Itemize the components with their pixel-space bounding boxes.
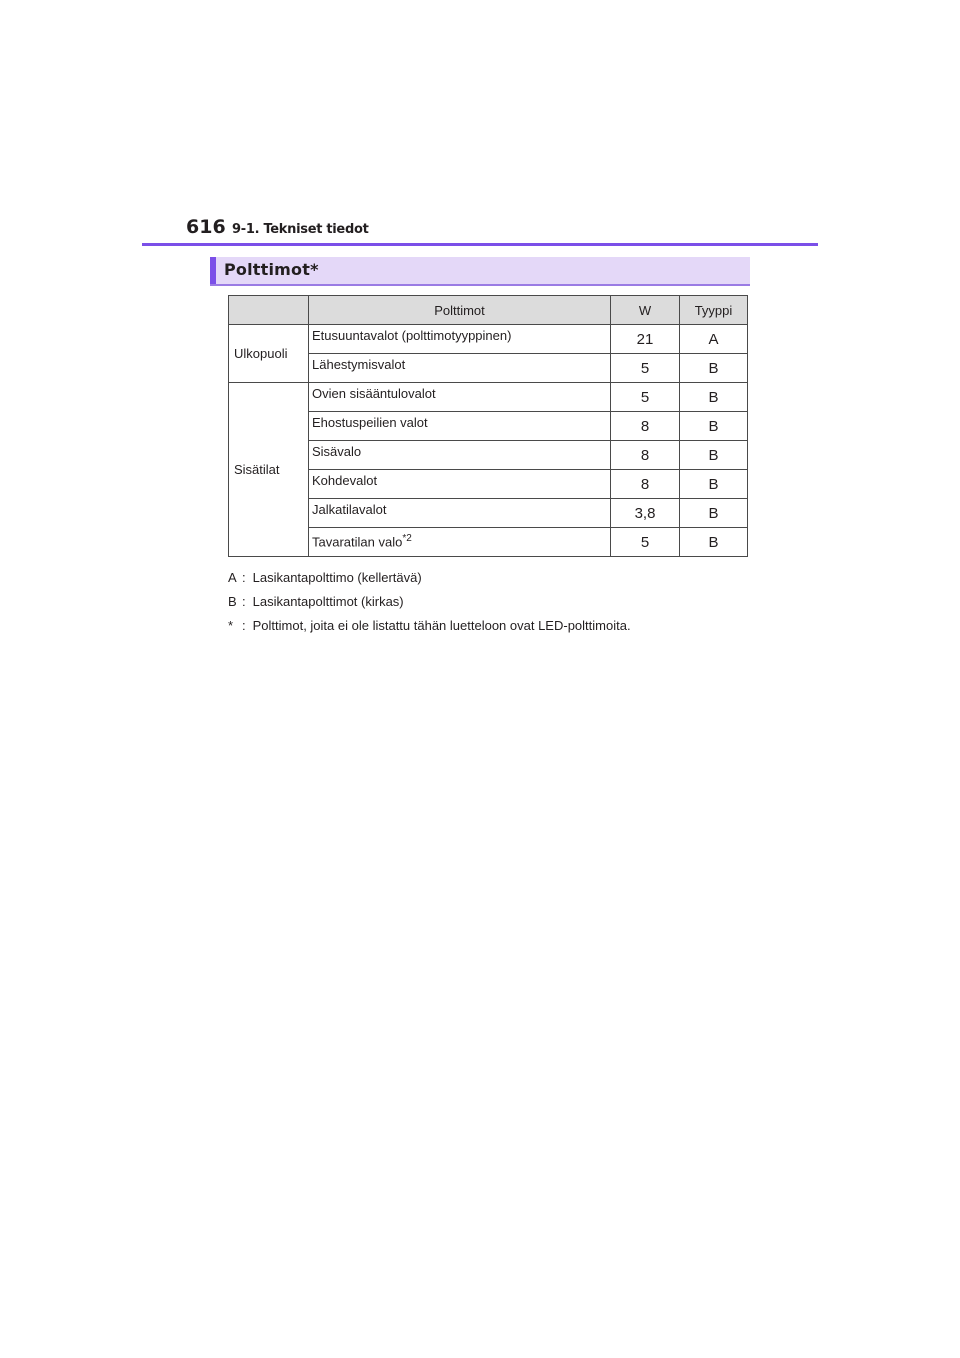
bulb-name-cell	[309, 528, 611, 557]
bulb-name-cell: Lähestymisvalot	[309, 354, 611, 383]
footnote-separator: :	[242, 570, 246, 585]
footnote-key: B	[228, 594, 237, 609]
bulb-name-text: Tavaratilan valo	[312, 534, 403, 550]
type-cell: B	[680, 528, 748, 557]
footnote-key: *	[228, 618, 234, 633]
table-header-row	[229, 296, 748, 325]
watt-cell: 21	[611, 325, 680, 354]
column-header: Tyyppi	[680, 296, 748, 325]
column-header: W	[611, 296, 680, 325]
watt-cell: 5	[611, 354, 680, 383]
footnote-separator: :	[242, 618, 246, 633]
category-cell: Ulkopuoli	[229, 325, 309, 383]
bulb-name-cell: Sisävalo	[309, 441, 611, 470]
watt-cell: 8	[611, 441, 680, 470]
section-title: Polttimot*	[224, 260, 319, 279]
footnote-text: Lasikantapolttimo (kellertävä)	[252, 570, 422, 585]
watt-cell: 5	[611, 383, 680, 412]
column-header	[229, 296, 309, 325]
section-heading-bar	[210, 257, 750, 286]
bulb-name-cell: Jalkatilavalot	[309, 499, 611, 528]
footnote	[228, 566, 631, 590]
footnote	[228, 614, 631, 638]
type-cell: B	[680, 441, 748, 470]
header-rule	[142, 243, 818, 246]
category-cell: Sisätilat	[229, 383, 309, 557]
footnote-text: Polttimot, joita ei ole listattu tähän luetteloon ovat LED-polttimoita.	[252, 618, 631, 633]
watt-cell: 8	[611, 412, 680, 441]
bulb-name-cell: Ehostuspeilien valot	[309, 412, 611, 441]
type-cell: A	[680, 325, 748, 354]
footnote-marker: *2	[402, 533, 412, 544]
type-cell: B	[680, 412, 748, 441]
footnotes	[228, 566, 631, 638]
bulb-name-cell: Kohdevalot	[309, 470, 611, 499]
chapter-title: 9-1. Tekniset tiedot	[232, 222, 369, 237]
bulb-name-cell: Etusuuntavalot (polttimotyyppinen)	[309, 325, 611, 354]
footnote	[228, 590, 631, 614]
footnote-separator: :	[242, 594, 246, 609]
watt-cell: 8	[611, 470, 680, 499]
watt-cell: 3,8	[611, 499, 680, 528]
type-cell: B	[680, 470, 748, 499]
table-row	[229, 325, 748, 354]
footnote-text: Lasikantapolttimot (kirkas)	[252, 594, 404, 609]
table-row	[229, 383, 748, 412]
page-number: 616	[186, 216, 226, 238]
section-accent	[210, 257, 216, 284]
type-cell: B	[680, 499, 748, 528]
bulb-name-cell: Ovien sisääntulovalot	[309, 383, 611, 412]
footnote-key: A	[228, 570, 237, 585]
type-cell: B	[680, 383, 748, 412]
column-header: Polttimot	[309, 296, 611, 325]
type-cell: B	[680, 354, 748, 383]
bulb-table	[228, 295, 748, 557]
watt-cell: 5	[611, 528, 680, 557]
